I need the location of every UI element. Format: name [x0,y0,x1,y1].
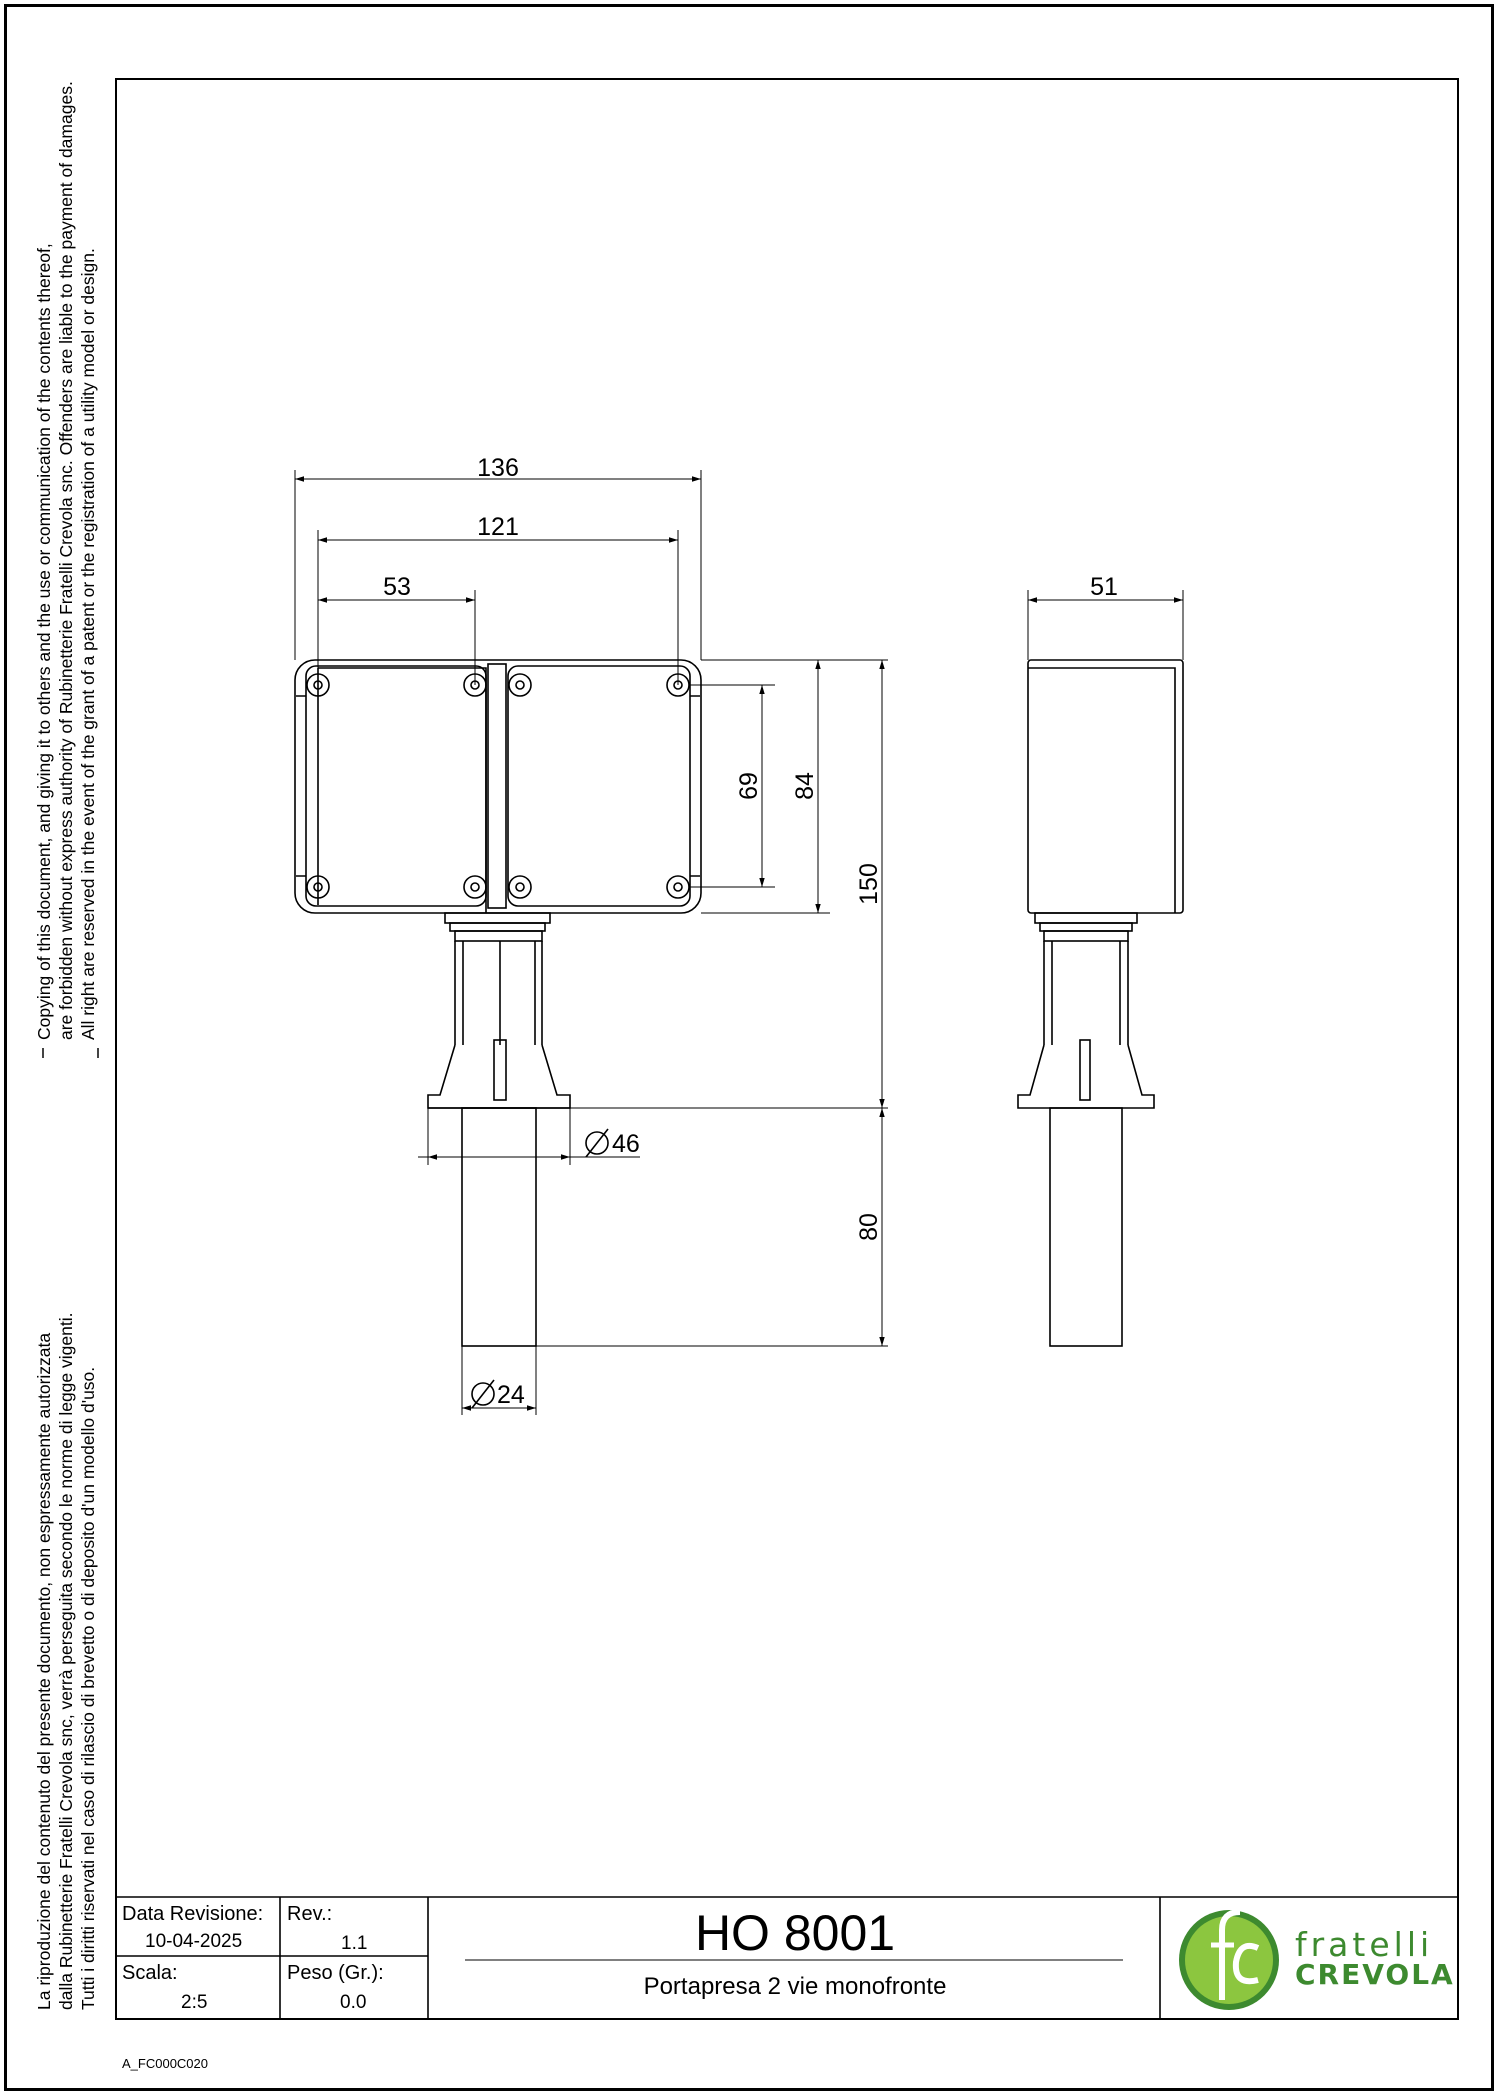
revision-date-label: Data Revisione: [122,1903,264,1925]
neck-ring-mid [450,923,545,931]
pipe [462,1108,536,1346]
logo-text-fratelli: fratelli [1295,1925,1434,1964]
legal-en-line-3: All right are reserved in the event of the grant of a patent or the registration of a utility model or design. [78,248,98,1040]
legal-en-line-1: Copying of this document, and giving it to others and the use or communication of the contents thereof, [34,243,54,1040]
ext-150 [570,660,888,1108]
box-outline [295,660,701,913]
legal-it-line-1: La riproduzione del contenuto del presente documento, non espressamente autorizzata [34,1332,54,2010]
left-socket-frame [306,666,486,906]
document-code: A_FC000C020 [122,2056,208,2071]
dim-text-24: 24 [497,1381,525,1409]
legal-it-line-2: dalla Rubinetterie Fratelli Crevola snc, verrà perseguita secondo le norme di legge vigenti. [56,1312,76,2010]
side-view [1018,660,1183,1346]
side-notches [296,696,700,876]
right-socket-frame [508,666,690,906]
side-cone [1018,1045,1154,1108]
logo-text-crevola: CREVOLA [1295,1958,1455,1991]
dim-text-136: 136 [477,454,519,482]
dim-text-80: 80 [855,1213,883,1241]
scale-label: Scala: [122,1962,178,1984]
scale-value: 2:5 [181,1992,208,2013]
stem-tab [494,1040,506,1100]
dim-text-121: 121 [477,513,519,541]
cone [428,1045,570,1108]
center-divider [488,664,506,908]
revision-date-value: 10-04-2025 [145,1931,243,1952]
ext-46 [428,1108,570,1165]
diameter-symbols [472,1129,608,1408]
screw-holes [307,674,689,898]
side-neck-top [1035,913,1137,923]
ext-121 [318,530,678,685]
weight-value: 0.0 [340,1992,367,2013]
front-view [295,660,701,1346]
dim-text-51: 51 [1090,573,1118,601]
side-tab [1080,1040,1090,1100]
side-box-inner [1028,668,1175,913]
stem-body [455,941,542,1045]
dim-text-69: 69 [735,772,763,800]
legal-en-line-2: are forbidden without express authority of Rubinetterie Fratelli Crevola snc. Offenders are liable to the payment of damages. [56,81,76,1040]
dim-text-84: 84 [791,772,819,800]
left-compartment [318,668,486,913]
ext-136 [295,470,701,660]
dim-text-150: 150 [855,863,883,905]
weight-label: Peso (Gr.): [287,1962,384,1984]
ext-53 [318,590,475,685]
side-box [1028,660,1183,913]
side-pipe [1050,1108,1122,1346]
side-neck-mid [1040,923,1132,931]
dim-text-46: 46 [612,1130,640,1158]
product-description: Portapresa 2 vie monofronte [643,1973,947,2000]
rev-label: Rev.: [287,1903,333,1925]
side-neck-bottom [1044,931,1128,941]
dim-text-53: 53 [383,573,411,601]
product-code: HO 8001 [694,1905,896,1961]
side-stem [1044,941,1128,1045]
neck-ring-bottom [455,931,542,941]
rev-value: 1.1 [341,1933,368,1954]
legal-it-line-3: Tutti i diritti riservati nel caso di rilascio di brevetto o di deposito d'un modello d'uso. [78,1366,98,2010]
logo-monogram [1179,1910,1279,2010]
neck-ring-top [445,913,550,923]
